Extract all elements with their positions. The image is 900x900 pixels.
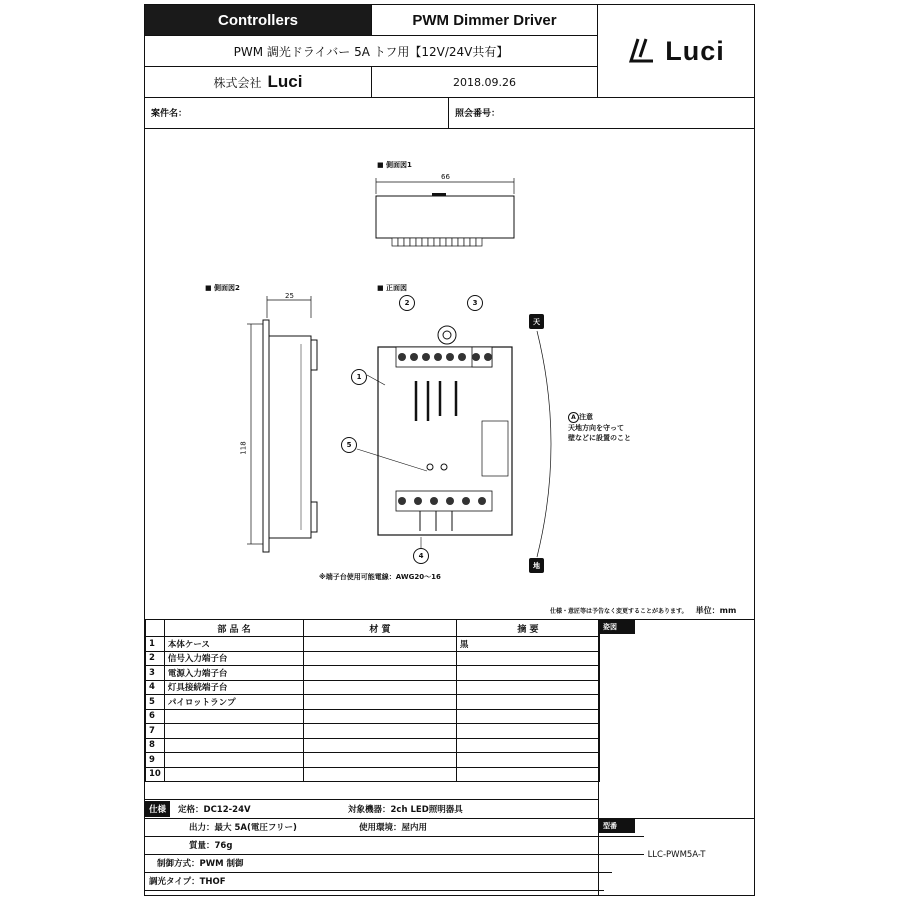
side-view-2-label: ■ 側面図2 — [205, 284, 240, 292]
specs-label: 仕様 — [145, 801, 170, 817]
side-view-2-drawing — [235, 294, 330, 559]
table-row: 1 本体ケース 黒 — [146, 637, 600, 652]
disclaimer — [550, 605, 736, 616]
callout-leaders — [335, 299, 445, 559]
spec-output: 出力：最大 5A(電圧フリー) — [189, 823, 297, 833]
callout-1: 1 — [351, 369, 367, 385]
caution-line-1: 天地方向を守って — [568, 424, 624, 432]
side-view-1-label: ■ 側面図1 — [377, 161, 412, 169]
project-name-field: 案件名： — [145, 98, 449, 129]
table-row: 3 電源入力端子台 — [146, 666, 600, 681]
spec-dimming: 調光タイプ：THOF — [149, 877, 226, 887]
spec-row-2 — [145, 818, 644, 837]
callout-2: 2 — [399, 295, 415, 311]
table-row: 6 — [146, 709, 600, 724]
luci-logo-icon — [627, 37, 657, 65]
caution-title: 注意 — [579, 413, 593, 421]
company-cell — [145, 67, 372, 98]
company-label: 株式会社 — [213, 75, 262, 90]
company-brand: Luci — [267, 72, 303, 91]
caution-line-2: 壁などに設置のこと — [568, 434, 631, 442]
issue-date: 2018.09.26 — [372, 67, 598, 98]
header-material: 材 質 — [304, 620, 457, 637]
reference-number-field: 照会番号： — [449, 98, 754, 129]
product-subtitle: PWM 調光ドライバー 5A トフ用【12V/24V共有】 — [145, 36, 598, 67]
logo — [598, 5, 754, 98]
callout-3: 3 — [467, 295, 483, 311]
front-view-label: ■ 正面図 — [377, 284, 408, 292]
header-part-name: 部 品 名 — [164, 620, 303, 637]
table-row: 7 — [146, 724, 600, 739]
table-row: 5 パイロットランプ — [146, 695, 600, 710]
disclaimer-text: 仕様・意匠等は予告なく変更することがあります。 — [550, 608, 688, 615]
callout-5: 5 — [341, 437, 357, 453]
side-view-1-dimension: 66 — [441, 173, 450, 181]
spec-weight: 質量：76g — [189, 841, 233, 851]
model-label: 型番 — [599, 819, 635, 833]
logo-text: Luci — [665, 35, 725, 66]
drawing-sheet — [144, 4, 755, 896]
table-row: 10 — [146, 767, 600, 782]
orientation-arc — [525, 327, 565, 561]
specs-block — [145, 799, 598, 895]
parts-table-header — [146, 620, 600, 637]
side-view-2-height-dimension: 118 — [239, 441, 248, 455]
table-row: 9 — [146, 753, 600, 768]
table-row: 2 信号入力端子台 — [146, 651, 600, 666]
spec-row-1 — [145, 800, 600, 819]
spec-control: 制御方式：PWM 制御 — [157, 859, 244, 869]
parts-table — [145, 619, 600, 782]
caution-icon: A — [568, 412, 579, 423]
bottom-marker: 地 — [529, 558, 544, 573]
side-view-2-width-dimension: 25 — [285, 292, 294, 300]
spec-rated: 定格：DC12-24V — [178, 805, 251, 815]
terminal-wire-note: ※端子台使用可能電線：AWG20～16 — [319, 573, 441, 581]
model-number: LLC-PWM5A-T — [647, 850, 706, 860]
table-row: 4 灯具接続端子台 — [146, 680, 600, 695]
callout-4: 4 — [413, 548, 429, 564]
spec-row-3 — [145, 836, 644, 855]
spec-row-4 — [145, 854, 612, 873]
top-marker: 天 — [529, 314, 544, 329]
table-row: 8 — [146, 738, 600, 753]
spec-environment: 使用環境：屋内用 — [359, 823, 428, 833]
drawing-label: 姿図 — [599, 620, 635, 634]
caution-note — [568, 412, 631, 443]
side-view-1-drawing — [370, 174, 520, 254]
unit-label: 単位：mm — [695, 606, 737, 615]
drawing-area — [145, 129, 754, 619]
category-title: Controllers — [145, 5, 372, 36]
header-note: 摘 要 — [456, 620, 599, 637]
spec-target: 対象機器：2ch LED照明器具 — [348, 805, 463, 815]
spec-row-5 — [145, 872, 604, 891]
product-name: PWM Dimmer Driver — [372, 5, 598, 36]
